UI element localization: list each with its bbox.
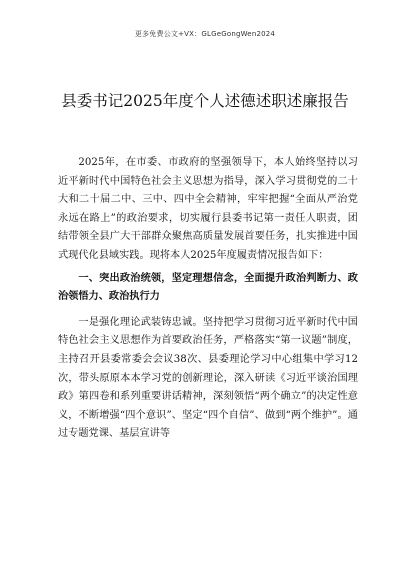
section-paragraph: 一是强化理论武装铸忠诚。坚持把学习贯彻习近平新时代中国特色社会主义思想作为首要政治任务，严格落实“第一议题”制度，主持召开县委常委会会议38次、县委理论学习中心组集中学习12次，带头原原本本学习党的创新理论，深入研读《习近平谈治国理政》第四卷和系列重要讲话精神，深刻领悟“两个确立”的决定性意义，不断增强“四个意识”、坚定“四个自信”、做到“两个维护”。通过专题党课、基层宣讲等	[58, 316, 358, 440]
intro-paragraph: 2025年，在市委、市政府的坚强领导下，本人始终坚持以习近平新时代中国特色社会主义思想为指导，深入学习贯彻党的二十大和二十届二中、三中、四中全会精神，牢牢把握“全面从严治党永远在路上”的政治要求，切实履行县委书记第一责任人职责，团结带领全县广大干部群众聚焦高质量发展首要任务，扎实推进中国式现代化县域实践。现将本人2025年度履责情况报告如下：	[58, 157, 358, 261]
section-heading: 一、突出政治统领，坚定理想信念，全面提升政治判断力、政治领悟力、政治执行力	[58, 272, 358, 303]
header-note: 更多免费公文+VX：GLGeGongWen2024	[134, 30, 276, 38]
page-title: 县委书记2025年度个人述德述职述廉报告	[61, 92, 349, 110]
document-body	[58, 154, 358, 446]
